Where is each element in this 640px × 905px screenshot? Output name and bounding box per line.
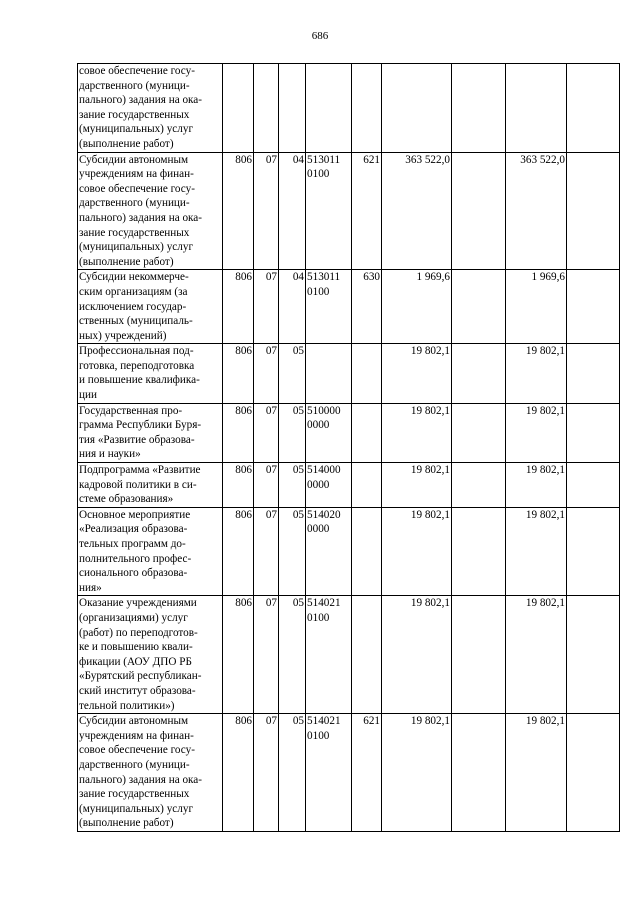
section-code: 07: [254, 507, 279, 596]
row-name: Субсидии автономным учреждениям на финан- совое обеспечение госу- дарственного (муници- пального) задания на ока- зание государственных (муниципальных) услуг (выполнение работ): [78, 152, 223, 270]
subsection-code: [279, 64, 306, 153]
row-name: Оказание учреждениями (организациями) услуг (работ) по переподготов- ке и повышению квали- фикации (АОУ ДПО РБ «Бурятский республикан- ский институт образова- тельной политики»): [78, 596, 223, 714]
amount-col-8: [452, 270, 506, 344]
expense-type-code: 621: [352, 714, 382, 832]
amount-col-8: [452, 714, 506, 832]
grbs-code: 806: [223, 344, 254, 403]
amount-col-10: [567, 270, 620, 344]
table-row: [78, 270, 620, 344]
grbs-code: [223, 64, 254, 153]
table-row: [78, 64, 620, 153]
target-article-code: [306, 64, 352, 153]
section-code: 07: [254, 714, 279, 832]
amount-col-8: [452, 403, 506, 462]
amount-col-9: 19 802,1: [506, 463, 567, 508]
subsection-code: 05: [279, 463, 306, 508]
subsection-code: 05: [279, 344, 306, 403]
total-amount: 363 522,0: [382, 152, 452, 270]
amount-col-10: [567, 714, 620, 832]
subsection-code: 05: [279, 714, 306, 832]
target-article-code: 514021 0100: [306, 596, 352, 714]
amount-col-10: [567, 344, 620, 403]
page-number: 686: [311, 30, 329, 42]
subsection-code: 05: [279, 596, 306, 714]
table-row: [78, 714, 620, 832]
expense-type-code: 621: [352, 152, 382, 270]
expense-type-code: 630: [352, 270, 382, 344]
row-name: Субсидии автономным учреждениям на финан- совое обеспечение госу- дарственного (муници- пального) задания на ока- зание государственных (муниципальных) услуг (выполнение работ): [78, 714, 223, 832]
section-code: 07: [254, 596, 279, 714]
row-name: Субсидии некоммерче- ским организациям (за исключением государ- ственных (муниципаль- ных) учреждений): [78, 270, 223, 344]
subsection-code: 05: [279, 403, 306, 462]
amount-col-9: 19 802,1: [506, 403, 567, 462]
amount-col-8: [452, 507, 506, 596]
table-row: [78, 152, 620, 270]
target-article-code: 514021 0100: [306, 714, 352, 832]
subsection-code: 04: [279, 270, 306, 344]
amount-col-9: 19 802,1: [506, 507, 567, 596]
expense-type-code: [352, 507, 382, 596]
subsection-code: 05: [279, 507, 306, 596]
section-code: [254, 64, 279, 153]
total-amount: 19 802,1: [382, 714, 452, 832]
amount-col-9: 19 802,1: [506, 344, 567, 403]
section-code: 07: [254, 152, 279, 270]
amount-col-9: 363 522,0: [506, 152, 567, 270]
table-row: [78, 463, 620, 508]
table-row: [78, 507, 620, 596]
amount-col-8: [452, 64, 506, 153]
target-article-code: 510000 0000: [306, 403, 352, 462]
expense-type-code: [352, 596, 382, 714]
target-article-code: 513011 0100: [306, 152, 352, 270]
amount-col-10: [567, 64, 620, 153]
amount-col-10: [567, 463, 620, 508]
row-name: Подпрограмма «Развитие кадровой политики в си- стеме образования»: [78, 463, 223, 508]
target-article-code: 514020 0000: [306, 507, 352, 596]
expense-type-code: [352, 344, 382, 403]
expense-type-code: [352, 463, 382, 508]
amount-col-10: [567, 152, 620, 270]
grbs-code: 806: [223, 152, 254, 270]
section-code: 07: [254, 463, 279, 508]
amount-col-8: [452, 463, 506, 508]
row-name: Государственная про- грамма Республики Буря- тия «Развитие образова- ния и науки»: [78, 403, 223, 462]
grbs-code: 806: [223, 714, 254, 832]
amount-col-8: [452, 344, 506, 403]
budget-table: [77, 63, 620, 832]
amount-col-9: [506, 64, 567, 153]
section-code: 07: [254, 403, 279, 462]
total-amount: 19 802,1: [382, 403, 452, 462]
amount-col-10: [567, 507, 620, 596]
amount-col-9: 19 802,1: [506, 714, 567, 832]
amount-col-9: 1 969,6: [506, 270, 567, 344]
target-article-code: [306, 344, 352, 403]
row-name: совое обеспечение госу- дарственного (муници- пального) задания на ока- зание государственных (муниципальных) услуг (выполнение работ): [78, 64, 223, 153]
total-amount: 19 802,1: [382, 344, 452, 403]
target-article-code: 513011 0100: [306, 270, 352, 344]
section-code: 07: [254, 344, 279, 403]
grbs-code: 806: [223, 507, 254, 596]
row-name: Основное мероприятие «Реализация образова- тельных программ до- полнительного профес- сионального образова- ния»: [78, 507, 223, 596]
amount-col-8: [452, 152, 506, 270]
expense-type-code: [352, 64, 382, 153]
table-row: [78, 403, 620, 462]
grbs-code: 806: [223, 596, 254, 714]
amount-col-9: 19 802,1: [506, 596, 567, 714]
total-amount: 19 802,1: [382, 507, 452, 596]
total-amount: [382, 64, 452, 153]
amount-col-10: [567, 596, 620, 714]
target-article-code: 514000 0000: [306, 463, 352, 508]
amount-col-10: [567, 403, 620, 462]
grbs-code: 806: [223, 463, 254, 508]
table-row: [78, 596, 620, 714]
total-amount: 19 802,1: [382, 463, 452, 508]
section-code: 07: [254, 270, 279, 344]
subsection-code: 04: [279, 152, 306, 270]
row-name: Профессиональная под- готовка, переподготовка и повышение квалифика- ции: [78, 344, 223, 403]
grbs-code: 806: [223, 270, 254, 344]
grbs-code: 806: [223, 403, 254, 462]
total-amount: 19 802,1: [382, 596, 452, 714]
total-amount: 1 969,6: [382, 270, 452, 344]
table-row: [78, 344, 620, 403]
amount-col-8: [452, 596, 506, 714]
expense-type-code: [352, 403, 382, 462]
